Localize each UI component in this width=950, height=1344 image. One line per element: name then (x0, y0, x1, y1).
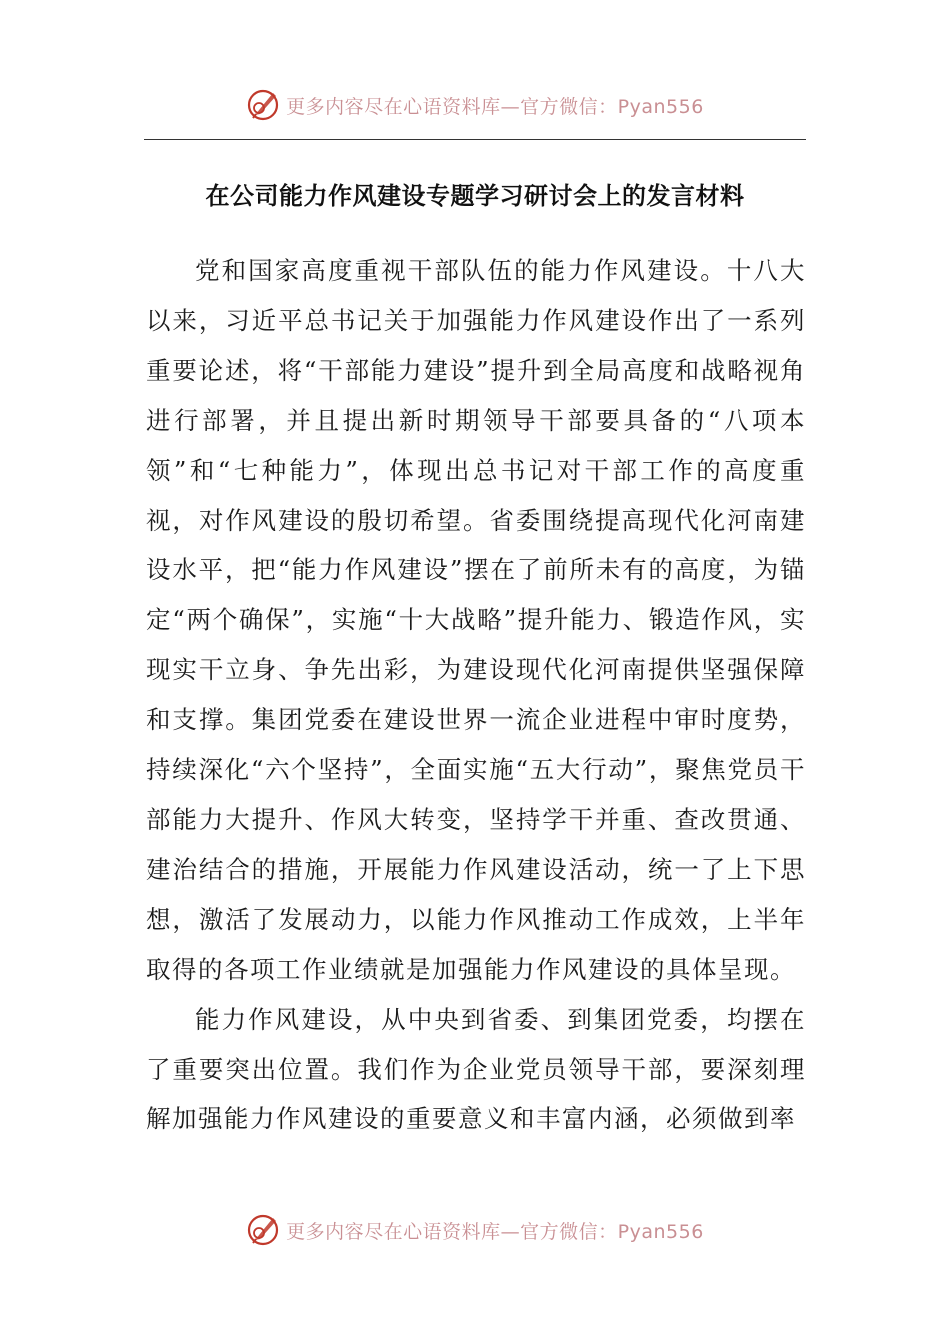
document-title: 在公司能力作风建设专题学习研讨会上的发言材料 (205, 182, 745, 210)
paragraph-1: 党和国家高度重视干部队伍的能力作风建设。十八大以来，习近平总书记关于加强能力作风建设作出了一系列重要论述，将“干部能力建设”提升到全局高度和战略视角进行部署，并且提出新时期领导干部要具备的“八项本领”和“七种能力”，体现出总书记对干部工作的高度重视，对作风建设的殷切希望。省委围绕提高现代化河南建设水平，把“能力作风建设”摆在了前所未有的高度，为锚定“两个确保”，实施“十大战略”提升能力、锻造作风，实现实干立身、争先出彩，为建设现代化河南提供坚强保障和支撑。集团党委在建设世界一流企业进程中审时度势，持续深化“六个坚持”，全面实施“五大行动”，聚焦党员干部能力大提升、作风大转变，坚持学干并重、查改贯通、建治结合的措施，开展能力作风建设活动，统一了上下思想，激活了发展动力，以能力作风推动工作成效，上半年取得的各项工作业绩就是加强能力作风建设的具体呈现。 (146, 256, 806, 984)
quill-pen-logo-icon (246, 88, 280, 122)
wechat-id: Pyan556 (617, 1220, 704, 1243)
wechat-id: Pyan556 (617, 95, 704, 118)
quill-pen-logo-icon (246, 1213, 280, 1247)
paragraph-2: 能力作风建设，从中央到省委、到集团党委，均摆在了重要突出位置。我们作为企业党员领导干部，要深刻理解加强能力作风建设的重要意义和丰富内涵，必须做到率 (146, 1004, 806, 1134)
footer-banner-text: 更多内容尽在心语资料库—官方微信：Pyan556 (286, 1220, 704, 1243)
footer-banner (0, 1205, 950, 1255)
header-banner (0, 80, 950, 130)
header-banner-text: 更多内容尽在心语资料库—官方微信：Pyan556 (286, 95, 704, 118)
header-divider (144, 139, 806, 140)
document-body (146, 246, 806, 1144)
